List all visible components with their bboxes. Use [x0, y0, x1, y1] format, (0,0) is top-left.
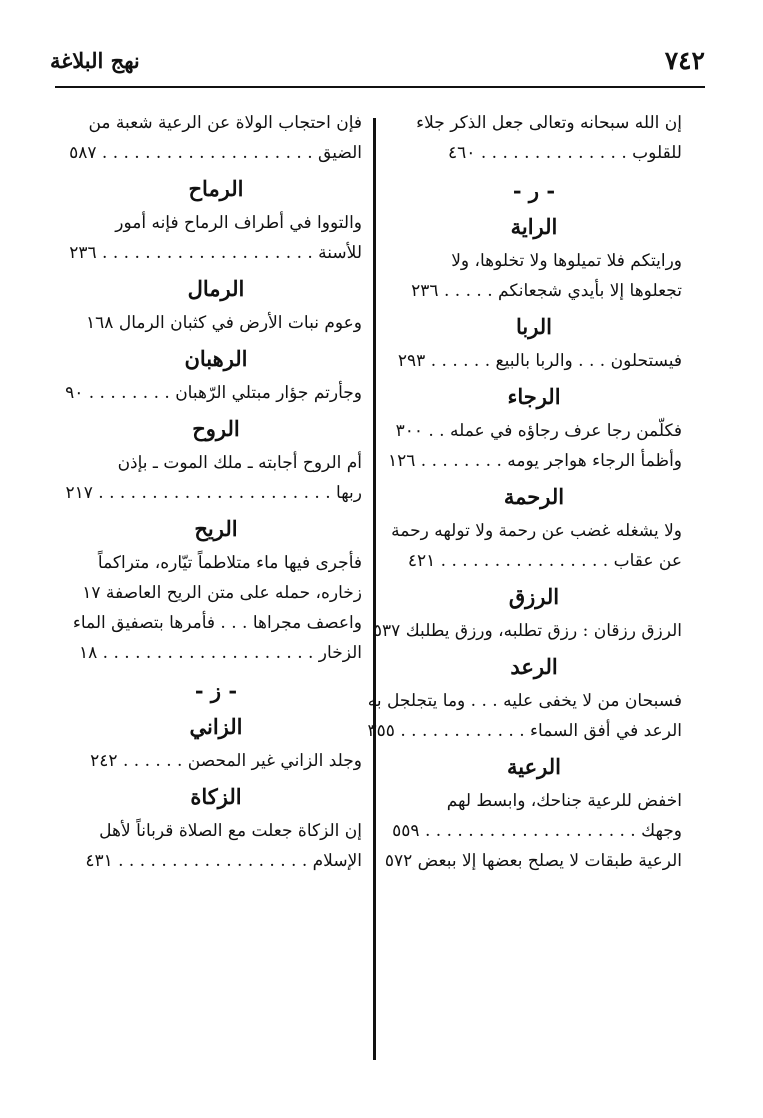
letter-heading: - ر - — [512, 178, 556, 203]
index-entry-line: ولا يشغله غضب عن رحمة ولا تولهه رحمة — [391, 521, 682, 541]
index-entry-line: الزخار . . . . . . . . . . . . . . . . . . . . ١٨ — [78, 643, 362, 663]
index-entry-line: فيستحلون . . . والربا بالبيع . . . . . . ٢٩٣ — [397, 351, 682, 371]
index-heading: الريح — [194, 516, 238, 541]
right-column — [367, 108, 682, 876]
index-entry-line: والتووا في أطراف الرماح فإنه أمور — [115, 213, 362, 233]
index-entry-line: فكلّمن رجا عرف رجاؤه في عمله . . ٣٠٠ — [395, 421, 682, 441]
index-entry-line: فسبحان من لا يخفى عليه . . . وما يتجلجل به — [367, 691, 682, 711]
index-entry-line: أم الروح أجابته ـ ملك الموت ـ بإذن — [117, 453, 362, 473]
index-entry-line: الرعية طبقات لا يصلح بعضها إلا ببعض ٥٧٢ — [384, 851, 682, 871]
index-entry-line: إن الزكاة جعلت مع الصلاة قرباناً لأهل — [99, 821, 362, 841]
left-column — [65, 108, 362, 876]
index-entry-line: وجهك . . . . . . . . . . . . . . . . . . . . ٥٥٩ — [392, 821, 682, 841]
index-heading: الزكاة — [190, 784, 242, 809]
index-entry-line: الرزق رزقان : رزق تطلبه، ورزق يطلبك ٥٣٧ — [372, 621, 682, 641]
column-divider — [373, 118, 376, 1060]
index-entry-line: للقلوب . . . . . . . . . . . . . . ٤٦٠ — [448, 143, 682, 163]
index-entry-line: فإن احتجاب الولاة عن الرعية شعبة من — [88, 113, 362, 133]
index-entry-line: وأظمأ الرجاء هواجر يومه . . . . . . . . ١٢٦ — [387, 451, 682, 471]
index-entry-line: ربها . . . . . . . . . . . . . . . . . . . . . . ٢١٧ — [65, 483, 362, 503]
index-heading: الزاني — [189, 714, 243, 739]
index-entry-line: وجلد الزاني غير المحصن . . . . . . ٢٤٢ — [90, 751, 362, 771]
index-heading: الروح — [192, 416, 240, 441]
index-entry-line: فأجرى فيها ماء متلاطماً تيّاره، متراكماً — [97, 553, 362, 573]
index-entry-line: الإسلام . . . . . . . . . . . . . . . . . . ٤٣١ — [85, 851, 362, 871]
index-entry-line: الضيق . . . . . . . . . . . . . . . . . . . . ٥٨٧ — [69, 143, 362, 163]
index-entry-line: الرعد في أفق السماء . . . . . . . . . . . . ٣٥٥ — [367, 721, 682, 741]
index-entry-line: زخاره، حمله على متن الريح العاصفة ١٧ — [82, 583, 362, 603]
index-heading: الراية — [510, 214, 558, 239]
index-heading: الرماح — [188, 176, 244, 201]
index-entry-line: وجأرتم جؤار مبتلي الرّهبان . . . . . . . . ٩٠ — [65, 383, 362, 403]
book-title: نهج البلاغة — [50, 48, 140, 73]
index-heading: الرعية — [507, 754, 561, 779]
header-rule — [55, 86, 705, 88]
index-entry-line: تجعلوها إلا بأيدي شجعانكم . . . . . ٢٣٦ — [411, 281, 682, 301]
page-number: ٧٤٢ — [664, 46, 705, 75]
page-header — [50, 46, 705, 82]
index-heading: الرمال — [187, 276, 245, 301]
index-entry-line: للأسنة . . . . . . . . . . . . . . . . . . . . ٢٣٦ — [69, 243, 362, 263]
index-heading: الرحمة — [503, 484, 565, 509]
index-entry-line: اخفض للرعية جناحك، وابسط لهم — [446, 791, 682, 811]
index-entry-line: ورايتكم فلا تميلوها ولا تخلوها، ولا — [451, 251, 682, 271]
index-heading: الربا — [515, 314, 553, 339]
index-entry-line: وعوم نبات الأرض في كثبان الرمال ١٦٨ — [86, 313, 362, 333]
letter-heading: - ز - — [194, 678, 238, 703]
index-heading: الرعد — [510, 654, 558, 679]
index-heading: الرهبان — [184, 346, 248, 371]
index-entry-line: واعصف مجراها . . . فأمرها بتصفيق الماء — [72, 613, 362, 633]
index-entry-line: عن عقاب . . . . . . . . . . . . . . . . ٤٢١ — [407, 551, 682, 571]
index-heading: الرزق — [508, 584, 560, 609]
index-entry-line: إن الله سبحانه وتعالى جعل الذكر جلاء — [416, 113, 682, 133]
index-heading: الرجاء — [507, 384, 561, 409]
